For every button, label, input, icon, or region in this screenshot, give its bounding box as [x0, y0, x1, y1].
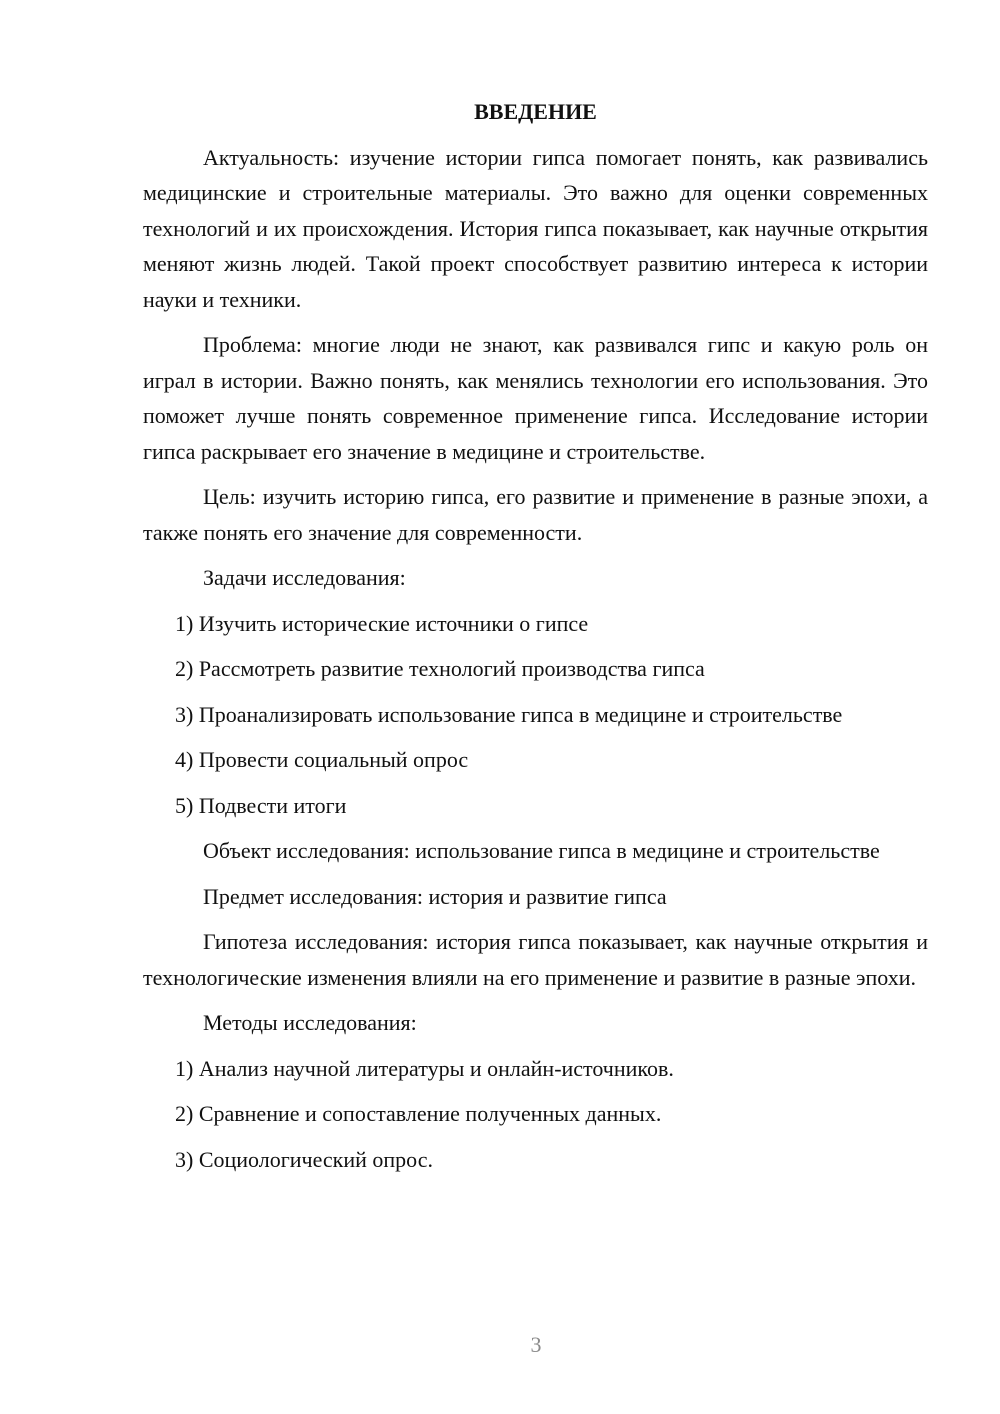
problem-paragraph: Проблема: многие люди не знают, как развивался гипс и какую роль он играл в истории. Важно понять, как менялись технологии его использования. Это поможет лучше понять современное применение гипса. Исследование истории гипса раскрывает его значение в медицине и строительстве.: [143, 332, 928, 464]
subject-paragraph: Предмет исследования: история и развитие гипса: [203, 883, 667, 909]
object-paragraph: Объект исследования: использование гипса в медицине и строительстве: [203, 838, 880, 863]
page-number: 3: [530, 1332, 542, 1357]
task-item: 4) Провести социальный опрос: [175, 747, 469, 772]
task-item: 3) Проанализировать использование гипса в медицине и строительстве: [175, 701, 843, 727]
page-content: [143, 94, 928, 1187]
tasks-heading: Задачи исследования:: [203, 565, 406, 590]
relevance-paragraph: Актуальность: изучение истории гипса помогает понять, как развивались медицинские и строительные материалы. Это важно для оценки современных технологий и их происхождения. История гипса показывает, как научные открытия меняют жизнь людей. Такой проект способствует развитию интереса к истории науки и техники.: [143, 144, 928, 312]
method-item: 2) Сравнение и сопоставление полученных данных.: [175, 1101, 662, 1126]
method-item: 3) Социологический опрос.: [175, 1146, 433, 1172]
goal-paragraph: Цель: изучить историю гипса, его развитие и применение в разные эпохи, а также понять его значение для современности.: [143, 484, 928, 545]
task-item: 2) Рассмотреть развитие технологий производства гипса: [175, 656, 705, 681]
task-item: 5) Подвести итоги: [175, 792, 347, 818]
section-title: ВВЕДЕНИЕ: [474, 99, 597, 124]
task-item: 1) Изучить исторические источники о гипсе: [175, 610, 589, 636]
methods-heading: Методы исследования:: [203, 1010, 417, 1035]
hypothesis-paragraph: Гипотеза исследования: история гипса показывает, как научные открытия и технологические изменения влияли на его применение и развитие в разные эпохи.: [143, 929, 928, 990]
method-item: 1) Анализ научной литературы и онлайн-источников.: [175, 1055, 674, 1081]
